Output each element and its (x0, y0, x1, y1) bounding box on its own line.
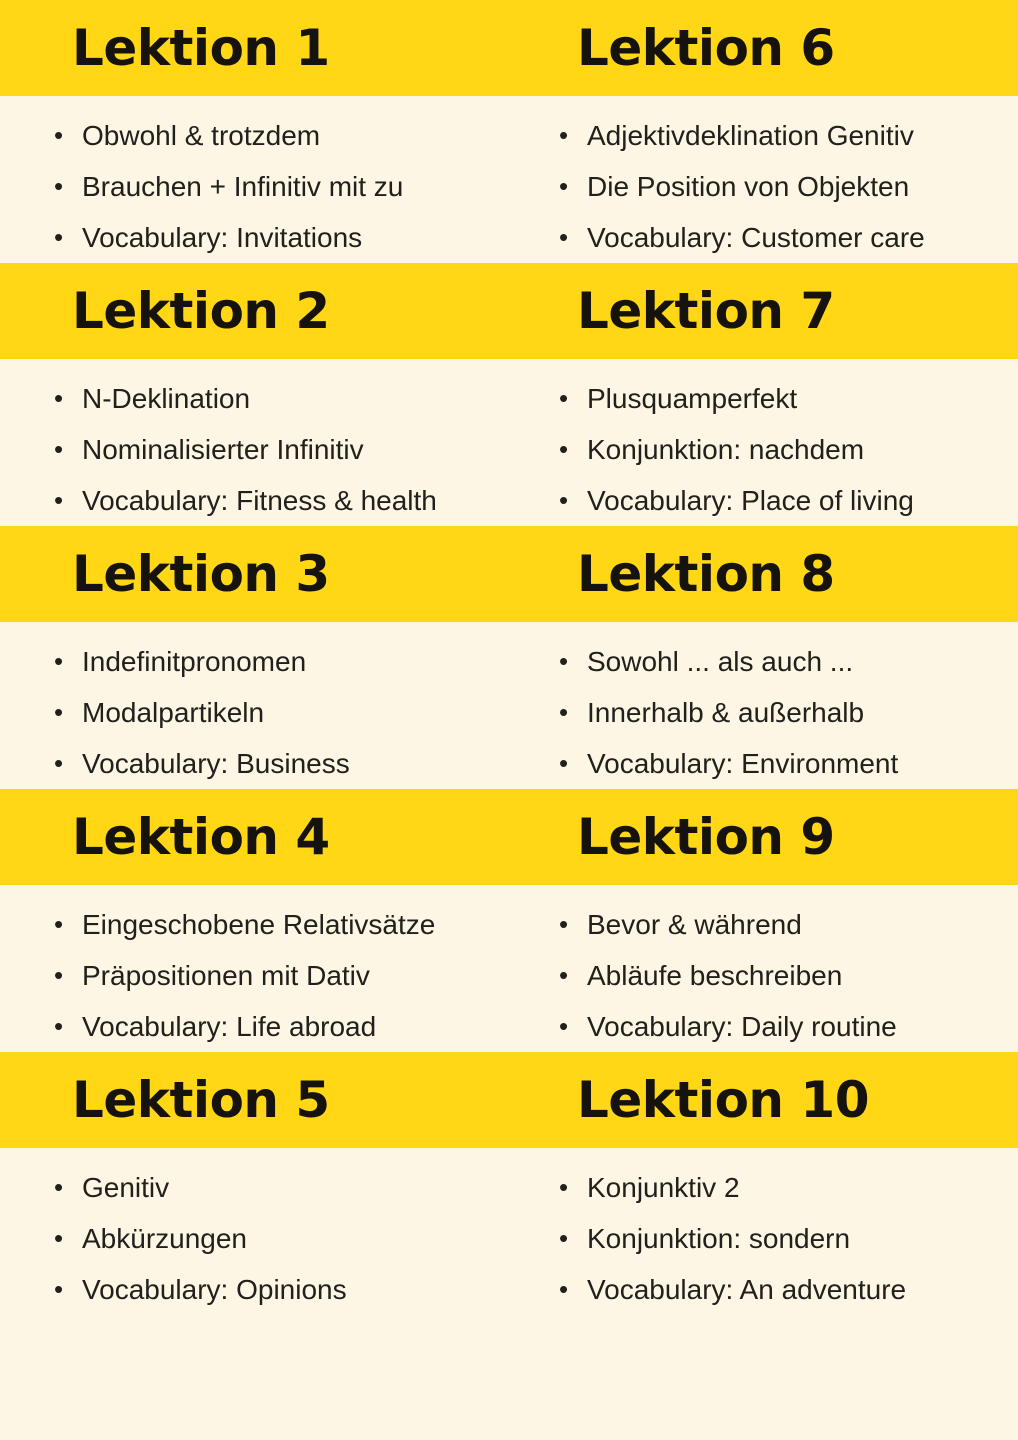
list-item: • Konjunktion: sondern (551, 1213, 1018, 1264)
list-item: • Indefinitpronomen (46, 636, 509, 687)
list-item: • Adjektivdeklination Genitiv (551, 110, 1018, 161)
lesson-body (0, 1148, 1018, 1315)
lesson-topic-list (46, 373, 509, 526)
list-item: • Abläufe beschreiben (551, 950, 1018, 1001)
lesson-body (0, 96, 1018, 263)
lesson-title-cell-right (509, 19, 1018, 77)
lesson-body-cell-left (0, 373, 509, 526)
lesson-title: Lektion 3 (72, 545, 330, 603)
list-item: • Vocabulary: Opinions (46, 1264, 509, 1315)
lesson-row (0, 789, 1018, 1052)
lesson-title-band (0, 1052, 1018, 1148)
lesson-title-cell-left (0, 808, 509, 866)
lesson-title-band (0, 0, 1018, 96)
lesson-body (0, 885, 1018, 1052)
list-item: • Konjunktion: nachdem (551, 424, 1018, 475)
list-item: • Vocabulary: Invitations (46, 212, 509, 263)
list-item: • Plusquamperfekt (551, 373, 1018, 424)
lesson-body-cell-left (0, 899, 509, 1052)
lesson-body (0, 622, 1018, 789)
lesson-title: Lektion 9 (577, 808, 835, 866)
lesson-row (0, 0, 1018, 263)
list-item: • Vocabulary: Fitness & health (46, 475, 509, 526)
list-item: • Abkürzungen (46, 1213, 509, 1264)
lesson-body-cell-right (509, 1162, 1018, 1315)
list-item: • Vocabulary: Environment (551, 738, 1018, 789)
lesson-title: Lektion 5 (72, 1071, 330, 1129)
lesson-title-cell-left (0, 1071, 509, 1129)
lesson-topic-list (551, 636, 1018, 789)
list-item: • Modalpartikeln (46, 687, 509, 738)
list-item: • Bevor & während (551, 899, 1018, 950)
lesson-body-cell-right (509, 110, 1018, 263)
lesson-title-band (0, 789, 1018, 885)
lesson-title: Lektion 1 (72, 19, 330, 77)
list-item: • Vocabulary: Customer care (551, 212, 1018, 263)
list-item: • Vocabulary: An adventure (551, 1264, 1018, 1315)
list-item: • Vocabulary: Life abroad (46, 1001, 509, 1052)
lesson-body-cell-right (509, 899, 1018, 1052)
list-item: • Die Position von Objekten (551, 161, 1018, 212)
list-item: • Eingeschobene Relativsätze (46, 899, 509, 950)
lesson-row (0, 263, 1018, 526)
lesson-title: Lektion 8 (577, 545, 835, 603)
lesson-topic-list (46, 636, 509, 789)
lesson-body-cell-left (0, 110, 509, 263)
list-item: • Obwohl & trotzdem (46, 110, 509, 161)
lesson-topic-list (551, 899, 1018, 1052)
lesson-title-cell-right (509, 1071, 1018, 1129)
lesson-body-cell-left (0, 1162, 509, 1315)
lesson-body-cell-right (509, 373, 1018, 526)
lesson-title-cell-right (509, 545, 1018, 603)
list-item: • Vocabulary: Place of living (551, 475, 1018, 526)
lesson-title: Lektion 10 (577, 1071, 869, 1129)
lesson-topic-list (46, 1162, 509, 1315)
lesson-title: Lektion 6 (577, 19, 835, 77)
list-item: • Präpositionen mit Dativ (46, 950, 509, 1001)
list-item: • Vocabulary: Business (46, 738, 509, 789)
lesson-topic-list (551, 373, 1018, 526)
lesson-body (0, 359, 1018, 526)
lesson-topic-list (46, 110, 509, 263)
lesson-row (0, 526, 1018, 789)
lesson-title-cell-right (509, 808, 1018, 866)
lesson-topic-list (46, 899, 509, 1052)
lesson-title-cell-right (509, 282, 1018, 340)
lesson-body-cell-left (0, 636, 509, 789)
list-item: • Konjunktiv 2 (551, 1162, 1018, 1213)
list-item: • Innerhalb & außerhalb (551, 687, 1018, 738)
lesson-title: Lektion 4 (72, 808, 330, 866)
lesson-title-cell-left (0, 282, 509, 340)
lesson-title-band (0, 526, 1018, 622)
list-item: • Vocabulary: Daily routine (551, 1001, 1018, 1052)
lesson-title: Lektion 2 (72, 282, 330, 340)
list-item: • Nominalisierter Infinitiv (46, 424, 509, 475)
lesson-topic-list (551, 110, 1018, 263)
list-item: • N-Deklination (46, 373, 509, 424)
list-item: • Sowohl ... als auch ... (551, 636, 1018, 687)
lesson-topic-list (551, 1162, 1018, 1315)
list-item: • Genitiv (46, 1162, 509, 1213)
lesson-title: Lektion 7 (577, 282, 835, 340)
lesson-title-band (0, 263, 1018, 359)
lesson-title-cell-left (0, 545, 509, 603)
lesson-title-cell-left (0, 19, 509, 77)
lesson-body-cell-right (509, 636, 1018, 789)
list-item: • Brauchen + Infinitiv mit zu (46, 161, 509, 212)
lesson-row (0, 1052, 1018, 1315)
